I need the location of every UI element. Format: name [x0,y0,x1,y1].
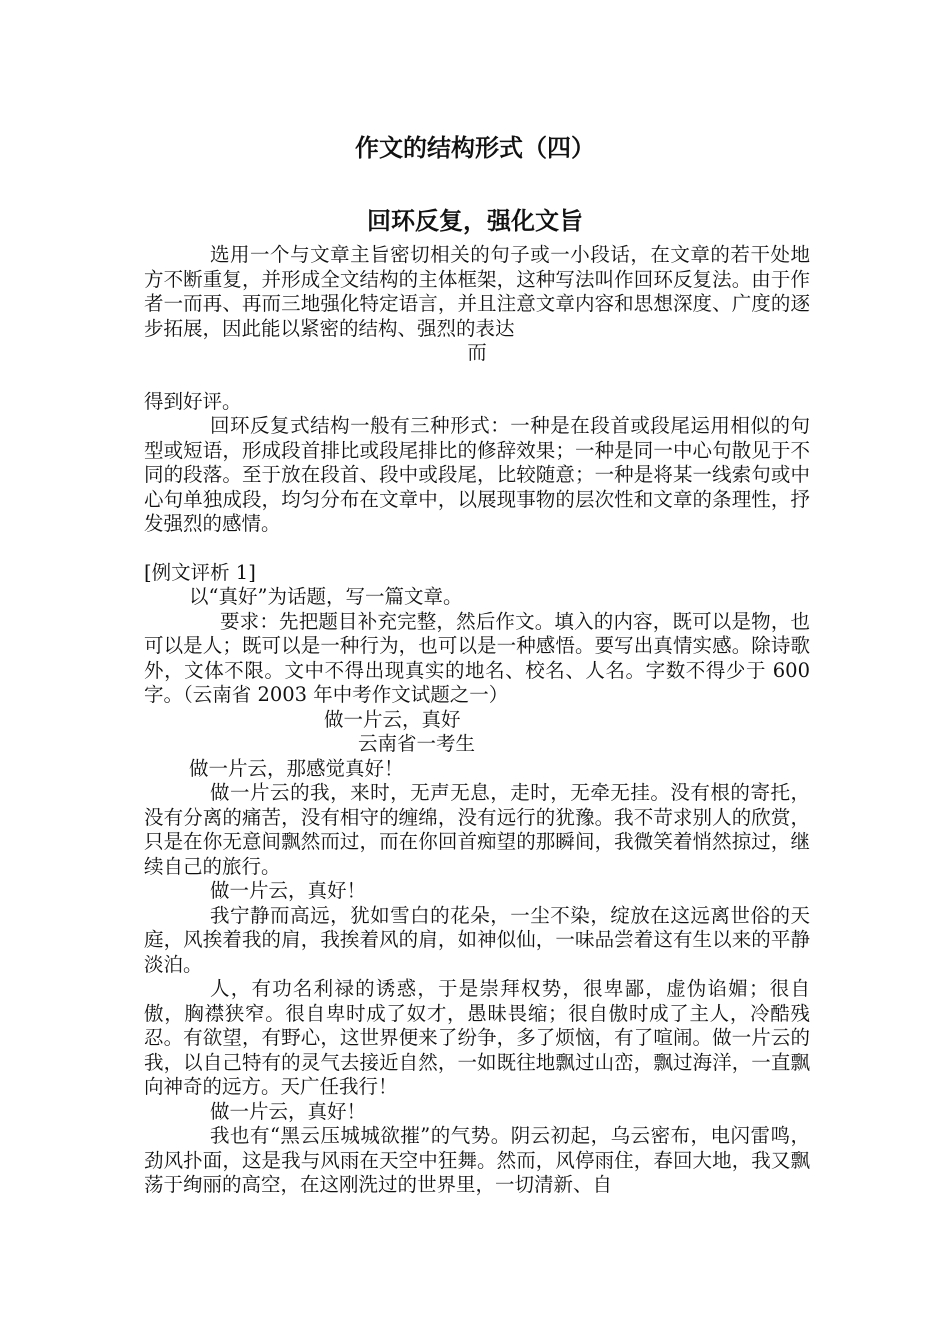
essay-paragraph: 我宁静而高远，犹如雪白的花朵，一尘不染，绽放在这远离世俗的天庭，风挨着我的肩，我挨着风的肩，如神似仙，一味品尝着这有生以来的平静淡泊。 [144,903,810,976]
paragraph-forms: 回环反复式结构一般有三种形式：一种是在段首或段尾运用相似的句型或短语，形成段首排比或段尾排比的修辞效果；一种是同一中心句散见于不同的段落。至于放在段首、段中或段尾，比较随意；一种是将某一线索句或中心句单独成段，均匀分布在文章中，以展现事物的层次性和文章的条理性，抒发强烈的感情。 [144,414,810,535]
essay-title: 做一片云，真好 [324,707,461,731]
paragraph-intro-continued: 得到好评。 [144,389,242,413]
paragraph-intro: 选用一个与文章主旨密切相关的句子或一小段话，在文章的若干处地方不断重复，并形成全文结构的主体框架，这种写法叫作回环反复法。由于作者一而再、再而三地强化特定语言，并且注意文章内容和思想深度、广度的逐步拓展，因此能以紧密的结构、强烈的表达 [144,243,810,340]
example-label: [例文评析 1] [144,560,256,584]
paragraph-intro-tail: 而 [467,341,487,364]
document-subtitle: 回环反复，强化文旨 [367,207,583,235]
document-body [144,243,810,1198]
essay-refrain: 做一片云，真好！ [210,879,367,902]
essay-refrain: 做一片云，真好！ [210,1099,367,1123]
essay-paragraph: 人，有功名利禄的诱惑，于是崇拜权势，很卑鄙，虚伪谄媚；很自傲，胸襟狭窄。很自卑时成了奴才，愚昧畏缩；很自傲时成了主人，冷酷残忍。有欲望，有野心，这世界便来了纷争，多了烦恼，有了喧闹。做一片云的我，以自己特有的灵气去接近自然，一如既往地飘过山峦，飘过海洋，一直飘向神奇的远方。天广任我行！ [144,977,810,1098]
essay-paragraph: 做一片云，那感觉真好！ [189,756,404,780]
essay-prompt: 以“真好”为话题，写一篇文章。 [189,585,463,608]
essay-requirement: 要求：先把题目补充完整，然后作文。填入的内容，既可以是物，也可以是人；既可以是一种行为，也可以是一种感悟。要写出真情实感。除诗歌外，文体不限。文中不得出现真实的地名、校名、人名。字数不得少于 600 字。（云南省 2003 年中考作文试题之一） [144,609,810,706]
essay-paragraph: 做一片云的我，来时，无声无息，走时，无牵无挂。没有根的寄托，没有分离的痛苦，没有相守的缠绵，没有远行的犹豫。我不苛求别人的欣赏，只是在你无意间飘然而过，而在你回首痴望的那瞬间，我微笑着悄然掠过，继续自己的旅行。 [144,781,810,878]
document-title: 作文的结构形式（四） [355,134,595,162]
essay-paragraph: 我也有“黑云压城城欲摧”的气势。阴云初起，乌云密布，电闪雷鸣，劲风扑面，这是我与风雨在天空中狂舞。然而，风停雨住，春回大地，我又飘荡于绚丽的高空，在这刚洗过的世界里，一切清新、自 [144,1124,810,1196]
essay-author: 云南省一考生 [358,732,476,755]
